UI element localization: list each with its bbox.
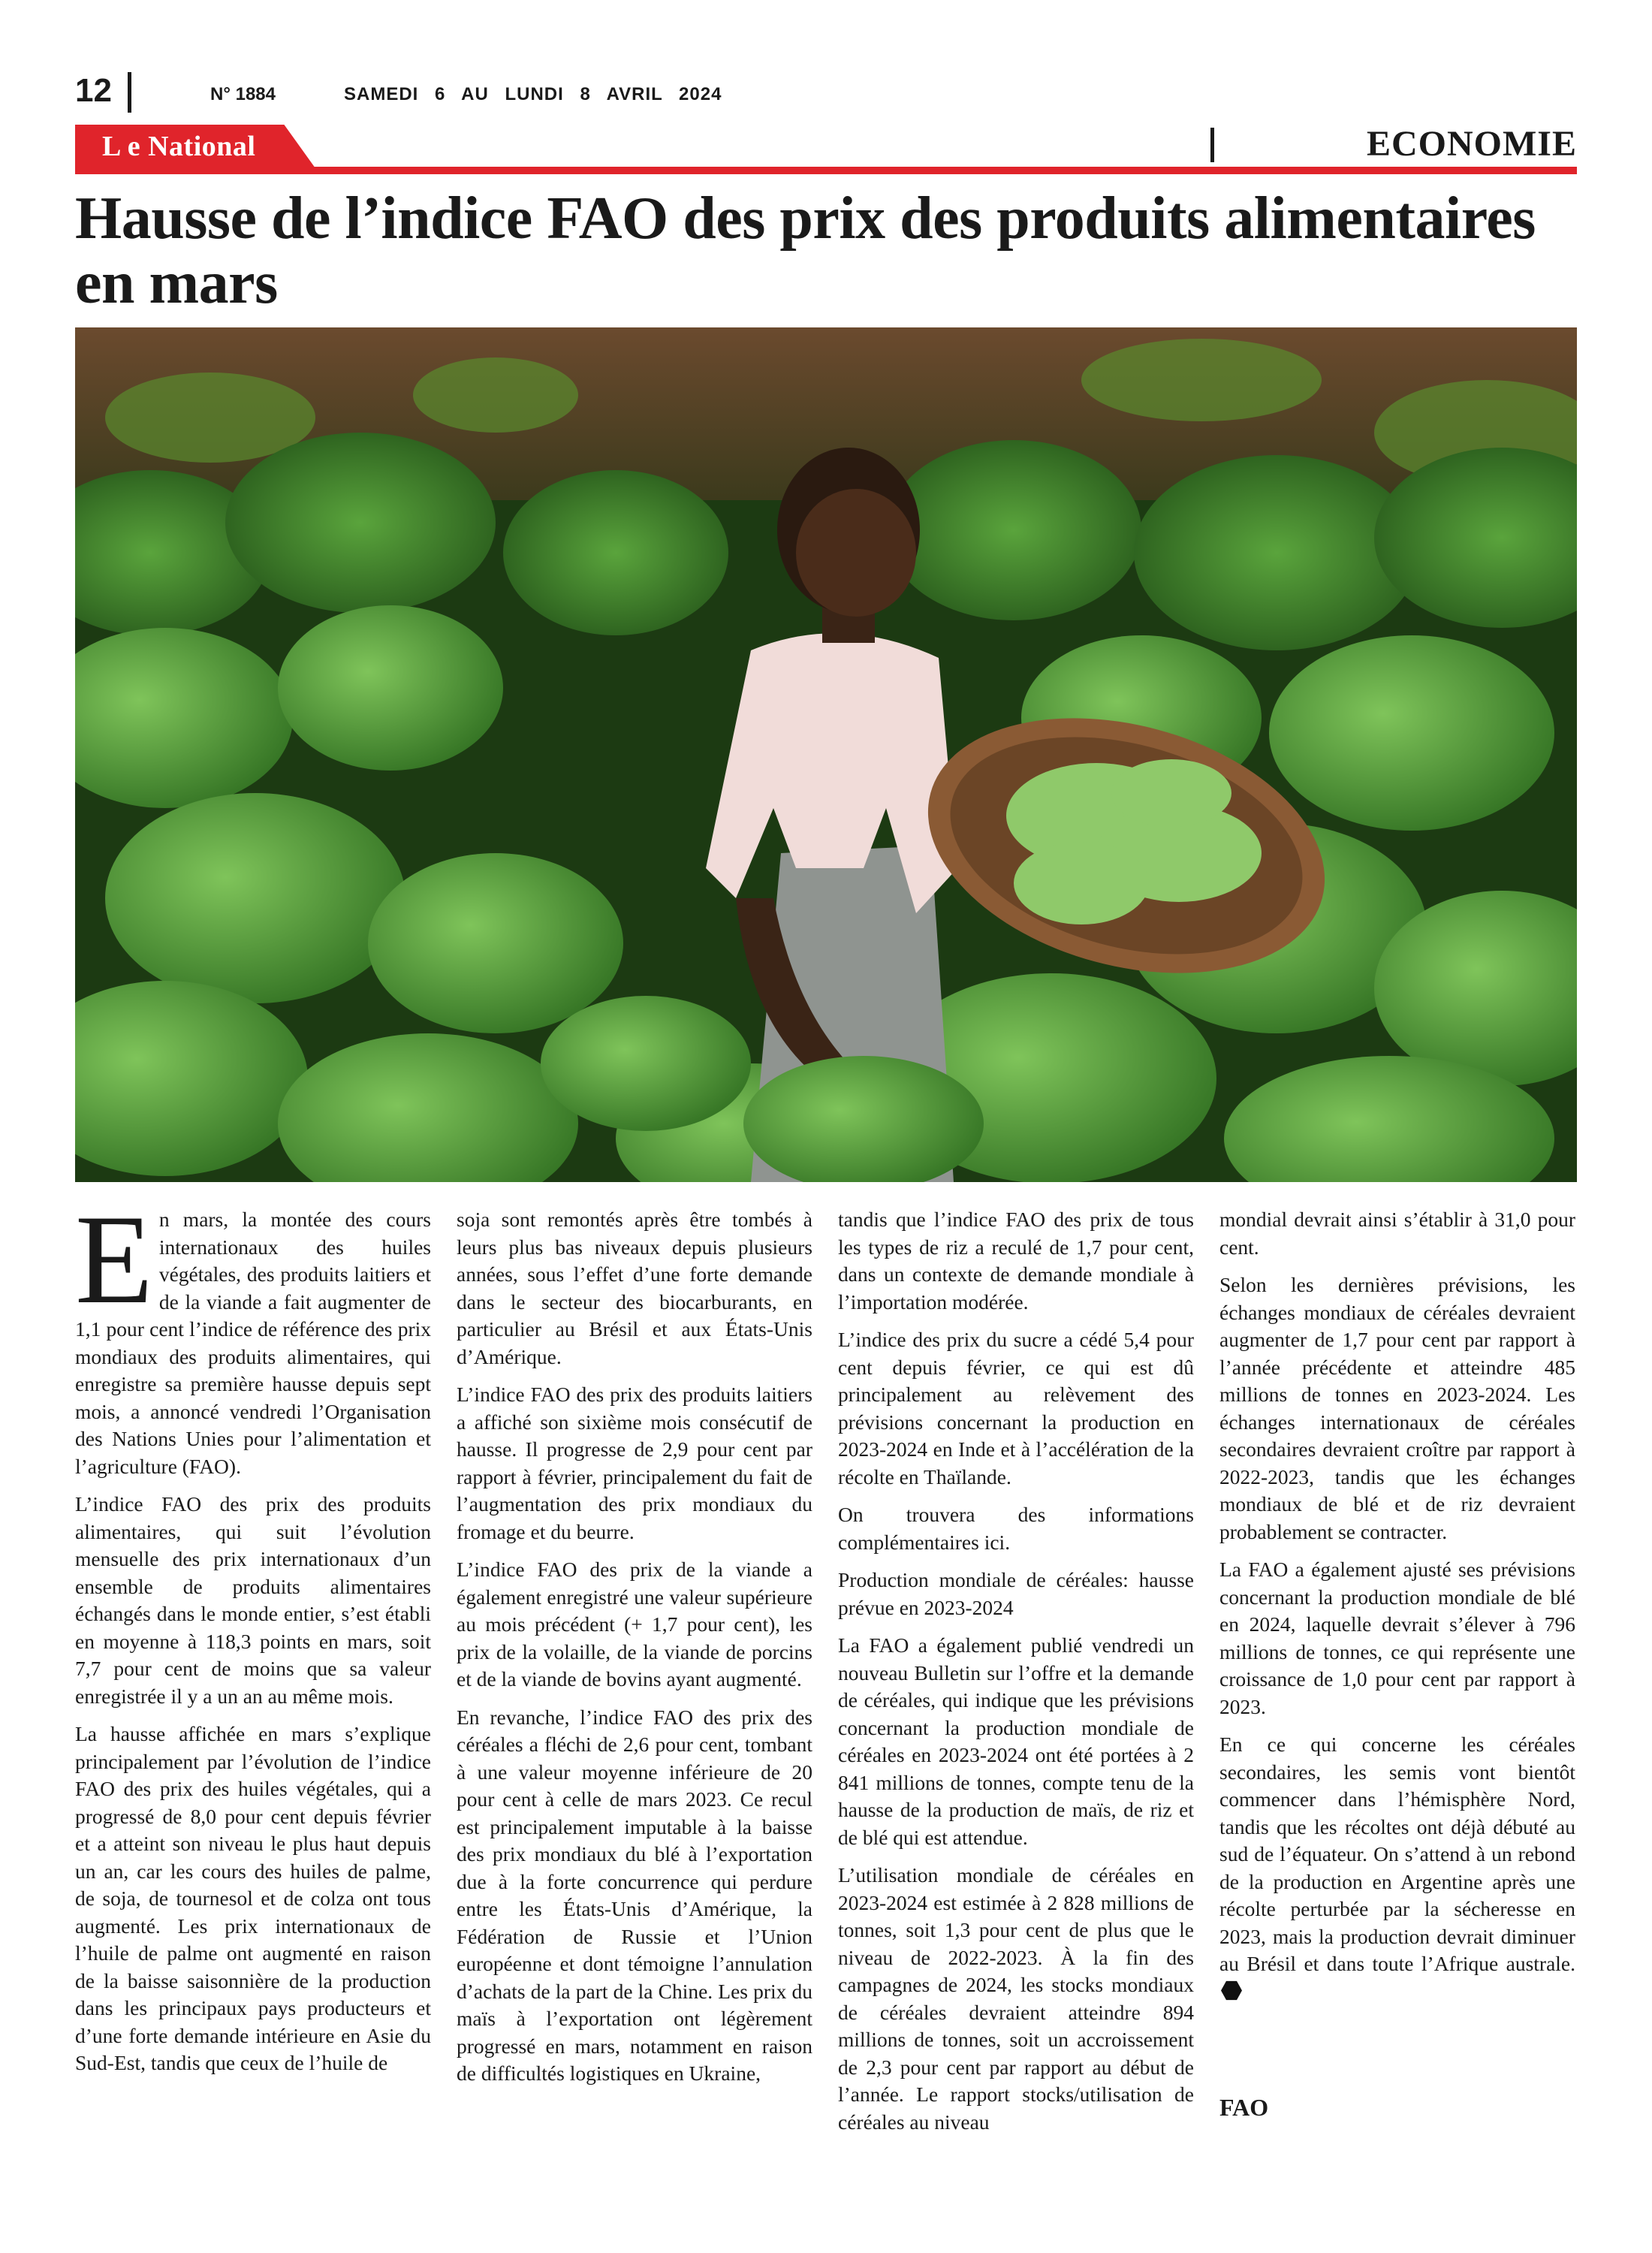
article-paragraph: L’indice des prix du sucre a cédé 5,4 pour cent depuis février, ce qui est dû principalement au relèvement des prévisions concernant la production en 2023-2024 en Inde et à l’accélération de la récolte en Thaïlande. <box>838 1328 1194 1488</box>
section-label: ECONOMIE <box>1366 124 1577 164</box>
article-paragraph: Selon les dernières prévisions, les échanges mondiaux de céréales devraient augmenter de 1,7 pour cent par rapport à l’année précédente et atteindre 485 millions de tonnes en 2023-2024. Les échanges internationaux de céréales secondaires devraient croître par rapport à 2022-2023, tandis que les échanges mondiaux de blé et de riz devraient probablement se contracter. <box>1219 1273 1575 1543</box>
paragraph-text: n mars, la montée des cours internationaux des huiles végétales, des produits laitiers et de la viande a fait augmenter de 1,1 pour cent l’indice de référence des prix mondiaux des produits alimentaires, qui enregistre sa première hausse depuis sept mois, a annoncé vendredi l’Organisation des Nations Unies pour l’alimentation et l’agriculture (FAO). <box>75 1208 431 1478</box>
article-paragraph: tandis que l’indice FAO des prix de tous les types de riz a reculé de 1,7 pour cent, dans un contexte de demande mondiale à l’importation modérée. <box>838 1208 1194 1313</box>
article-paragraph: L’indice FAO des prix des produits laitiers a affiché son sixième mois consécutif de hausse. Il progresse de 2,9 pour cent par rapport à février, principalement du fait de l’augmentation des prix mondiaux du fromage et du beurre. <box>457 1383 812 1543</box>
article-byline: FAO <box>1219 2094 1269 2121</box>
article-headline: Hausse de l’indice FAO des prix des produits alimentaires en mars <box>75 185 1536 316</box>
article-paragraph: soja sont remontés après être tombés à leurs plus bas niveaux depuis plusieurs années, sous l’effet d’une forte demande dans le secteur des biocarburants, en particulier au Brésil et aux États-Unis d’Amérique. <box>457 1208 812 1368</box>
article-paragraph: L’indice FAO des prix des produits alimentaires, qui suit l’évolution mensuelle des prix internationaux d’un ensemble de produits alimentaires échangés dans le monde entier, s’est établi en moyenne à 118,3 points en mars, soit 7,7 pour cent de moins que sa valeur enregistrée il y a un an au même mois. <box>75 1492 431 1708</box>
field-photo-illustration <box>75 327 1577 1182</box>
page-number: 12 <box>75 72 112 109</box>
article-paragraph: On trouvera des informations complémentaires ici. <box>838 1503 1194 1554</box>
issue-date: SAMEDI 6 AU LUNDI 8 AVRIL 2024 <box>344 84 722 104</box>
paragraph-text: En ce qui concerne les céréales secondaires, les semis vont bientôt commencer dans l’hémisphère Nord, tandis que les récoltes ont déjà débuté au sud de l’équateur. On s’attend à un rebond de la production en Argentine après une récolte perturbée par la sécheresse en 2023, mais la production devrait diminuer au Brésil et dans toute l’Afrique australe. <box>1219 1733 1575 1975</box>
article-paragraph: En revanche, l’indice FAO des prix des céréales a fléchi de 2,6 pour cent, tombant à une valeur moyenne inférieure de 20 pour cent à celle de mars 2023. Ce recul est principalement imputable à la baisse des prix mondiaux du blé à l’exportation due à la forte concurrence qui perdure entre les États-Unis d’Amérique, la Fédération de Russie et l’Union européenne et dont témoigne l’annulation d’achats de la part de la Chine. Les prix du maïs à l’exportation ont légèrement progressé en mars, notamment en raison de difficultés logistiques en Ukraine, <box>457 1705 812 2085</box>
header-rule <box>75 167 1577 174</box>
article-paragraph <box>1219 1731 1575 2005</box>
section-divider <box>1210 128 1214 162</box>
issue-number: N° 1884 <box>210 84 276 104</box>
article-column-3 <box>838 1206 1194 2146</box>
end-of-article-icon <box>1221 1980 1242 2001</box>
article-paragraph: La FAO a également ajusté ses prévisions concernant la production mondiale de blé en 2024, laquelle devrait s’élever à 796 millions de tonnes, ce qui représente une croissance de 1,0 pour cent par rapport à 2023. <box>1219 1558 1575 1718</box>
article-paragraph: L’utilisation mondiale de céréales en 2023-2024 est estimée à 2 828 millions de tonnes, soit 1,3 pour cent de plus que le niveau de 2022-2023. À la fin des campagnes de 2024, les stocks mondiaux de céréales devraient atteindre 894 millions de tonnes, soit un accroissement de 2,3 pour cent par rapport au début de l’année. Le rapport stocks/utilisation de céréales au niveau <box>838 1863 1194 2134</box>
article-paragraph <box>75 1189 431 1480</box>
article-column-1 <box>75 1189 431 2088</box>
newspaper-brand: L e National <box>102 131 256 162</box>
article-paragraph: La hausse affichée en mars s’explique principalement par l’évolution de l’indice FAO des prix des huiles végétales, qui a progressé de 8,0 pour cent depuis février et a atteint son niveau le plus haut depuis un an, car les cours des huiles de palme, de soja, de tournesol et de colza ont tous augmenté. Les prix internationaux de l’huile de palme ont augmenté en raison de la baisse saisonnière de la production dans les principaux pays producteurs et d’une forte demande intérieure en Asie du Sud-Est, tandis que ceux de l’huile de <box>75 1722 431 2074</box>
page-number-divider <box>128 72 131 113</box>
article-photo <box>75 327 1577 1182</box>
drop-cap: E <box>75 1189 153 1330</box>
article-paragraph: mondial devrait ainsi s’établir à 31,0 pour cent. <box>1219 1208 1575 1259</box>
article-subheading: Production mondiale de céréales: hausse prévue en 2023-2024 <box>838 1568 1194 1619</box>
article-column-2 <box>457 1206 812 2098</box>
article-paragraph: L’indice FAO des prix de la viande a également enregistré une valeur supérieure au mois précédent (+ 1,7 pour cent), les prix de la volaille, de la viande de porcins et de la viande de bovins ayant augmenté. <box>457 1558 812 1691</box>
article-paragraph: La FAO a également publié vendredi un nouveau Bulletin sur l’offre et la demande de céréales, qui indique que les prévisions concernant la production mondiale de céréales en 2023-2024 ont été portées à 2 841 millions de tonnes, compte tenu de la hausse de la production de maïs, de riz et de blé qui est attendue. <box>838 1633 1194 1849</box>
article-column-4 <box>1219 1206 1575 2016</box>
